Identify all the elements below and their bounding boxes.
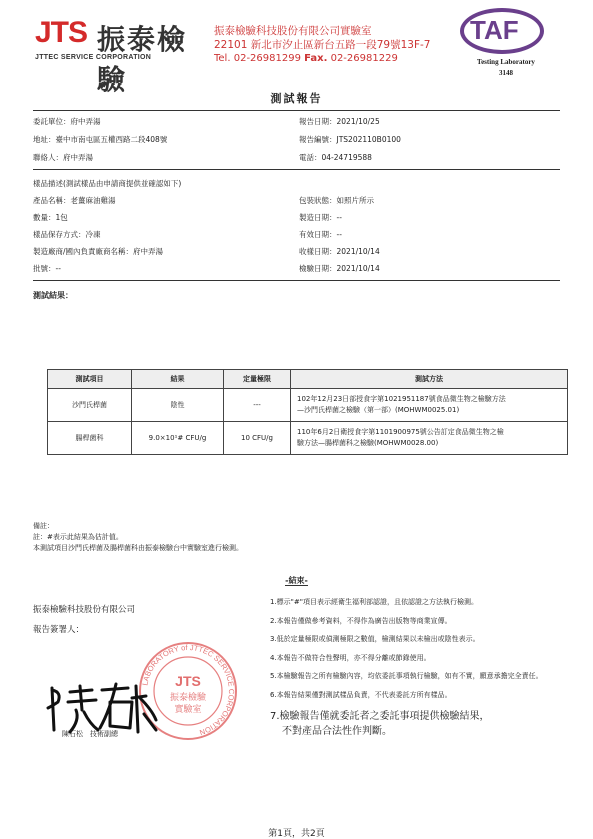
company-logo — [35, 16, 205, 96]
rule-item: 5.本檢驗報告之所有檢驗內容，均依委託事項執行檢驗，如有不實，願意承擔完全責任。 — [270, 672, 543, 681]
sample-exp-date: 有效日期：-- — [299, 230, 342, 239]
sample-maker: 製造廠商/國內負責廠商名稱：府中弄湯 — [33, 247, 164, 256]
col-header-method: 測試方法 — [291, 370, 568, 389]
client-contact: 聯絡人：府中弄湯 — [33, 153, 93, 162]
company-phone: Tel. 02-26981299 Fax. 02-26981229 — [214, 53, 398, 64]
signer-label: 報告簽署人： — [33, 625, 85, 635]
results-table — [47, 369, 568, 455]
sample-description: 樣品描述(測試樣品由申請商提供並確認如下) — [33, 179, 182, 188]
sample-mfg-date: 製造日期：-- — [299, 213, 342, 222]
taf-label: Testing Laboratory — [477, 58, 535, 66]
signer-name: 陳石松 技術副總 — [62, 730, 118, 738]
notes-line: 註：#表示此結果為估計值。 — [33, 533, 123, 541]
divider — [33, 110, 560, 111]
page-number: 第1頁，共2頁 — [268, 829, 325, 839]
rule-item: 不對產品合法性作判斷。 — [282, 725, 392, 737]
cell-loq: 10 CFU/g — [224, 422, 291, 455]
taf-accreditation-logo — [460, 8, 560, 83]
sample-name: 產品名稱：老薑麻油雞湯 — [33, 196, 116, 205]
notes-label: 備註： — [33, 522, 54, 530]
cell-result: 陰性 — [132, 389, 224, 422]
page-title: 測試報告 — [270, 92, 323, 105]
rule-item: 2.本報告僅做參考資料，不得作為廣告出版物等商業宣傳。 — [270, 616, 452, 625]
client-unit: 委託單位：府中弄湯 — [33, 117, 101, 126]
stamp-lab: 實驗室 — [174, 705, 202, 715]
taf-number: 3148 — [499, 69, 513, 77]
cell-method: 110年6月2日衛授食字第1101900975號公告訂定食品微生物之檢 驗方法—腸桿菌科之檢驗(MOHWM0028.00) — [291, 422, 568, 455]
rule-item: 3.低於定量極限或偵測極限之數值，檢測結果以未檢出或陰性表示。 — [270, 635, 480, 644]
report-number: 報告編號：JTS202110B0100 — [299, 135, 401, 144]
stamp-ring-text: LABORATORY of JTTEC SERVICE CORPORATION — [140, 642, 237, 738]
logo-brand: 振泰檢驗 — [97, 23, 188, 96]
col-header-result: 結果 — [132, 370, 224, 389]
cell-item: 沙門氏桿菌 — [48, 389, 132, 422]
rule-item: 7.檢驗報告僅就委託者之委託事項提供檢驗結果， — [270, 710, 490, 722]
company-name: 振泰檢驗科技股份有限公司實驗室 — [214, 25, 372, 37]
company-address: 22101 新北市汐止區新台五路一段79號13F-7 — [214, 39, 431, 51]
table-row — [48, 389, 568, 422]
table-header-row — [48, 370, 568, 389]
sample-storage: 樣品保存方式：冷凍 — [33, 230, 101, 239]
sample-package: 包裝狀態：如照片所示 — [299, 196, 374, 205]
logo-subtitle: JTTEC SERVICE CORPORATION — [35, 54, 152, 61]
divider — [33, 280, 560, 281]
logo-mark: JTS — [35, 16, 88, 49]
col-header-item: 測試項目 — [48, 370, 132, 389]
sample-lot: 批號：-- — [33, 264, 61, 273]
taf-mark: TAF — [470, 15, 519, 45]
report-rules — [270, 597, 570, 747]
notes — [33, 521, 243, 554]
company-info — [214, 24, 444, 66]
cell-item: 腸桿菌科 — [48, 422, 132, 455]
rule-item: 6.本報告結果僅對測試樣品負責，不代表委託方所有樣品。 — [270, 690, 452, 699]
end-mark: -結束- — [285, 576, 308, 585]
stamp-brand: 振泰檢驗 — [169, 693, 207, 703]
sample-quantity: 數量：1包 — [33, 213, 68, 222]
signoff-company: 振泰檢驗科技股份有限公司 — [33, 605, 136, 615]
rule-item: 4.本報告不做符合性聲明，亦不得分離或節錄使用。 — [270, 653, 431, 662]
rule-item: 1.標示"#"項目表示經衛生福利部認證，且依認證之方法執行檢測。 — [270, 598, 478, 606]
cell-method: 102年12月23日部授食字第1021951187號食品微生物之檢驗方法 —沙門氏桿菌之檢驗（第一部）(MOHWM0025.01) — [291, 389, 568, 422]
sample-received-date: 收樣日期：2021/10/14 — [299, 247, 380, 256]
notes-line: 本測試項目沙門氏桿菌及腸桿菌科由振泰檢驗台中實驗室進行檢測。 — [33, 544, 243, 552]
sample-test-date: 檢驗日期：2021/10/14 — [299, 264, 380, 273]
divider — [33, 169, 560, 170]
table-row — [48, 422, 568, 455]
cell-result: 9.0×10¹# CFU/g — [132, 422, 224, 455]
results-heading: 測試結果： — [33, 291, 73, 300]
cell-loq: --- — [224, 389, 291, 422]
client-phone: 電話：04-24719588 — [299, 153, 372, 162]
stamp-logo: JTS — [175, 673, 201, 689]
report-date: 報告日期：2021/10/25 — [299, 117, 380, 126]
col-header-loq: 定量極限 — [224, 370, 291, 389]
signoff-block — [33, 600, 135, 640]
client-address: 地址：臺中市南屯區五權西路二段408號 — [33, 135, 168, 144]
